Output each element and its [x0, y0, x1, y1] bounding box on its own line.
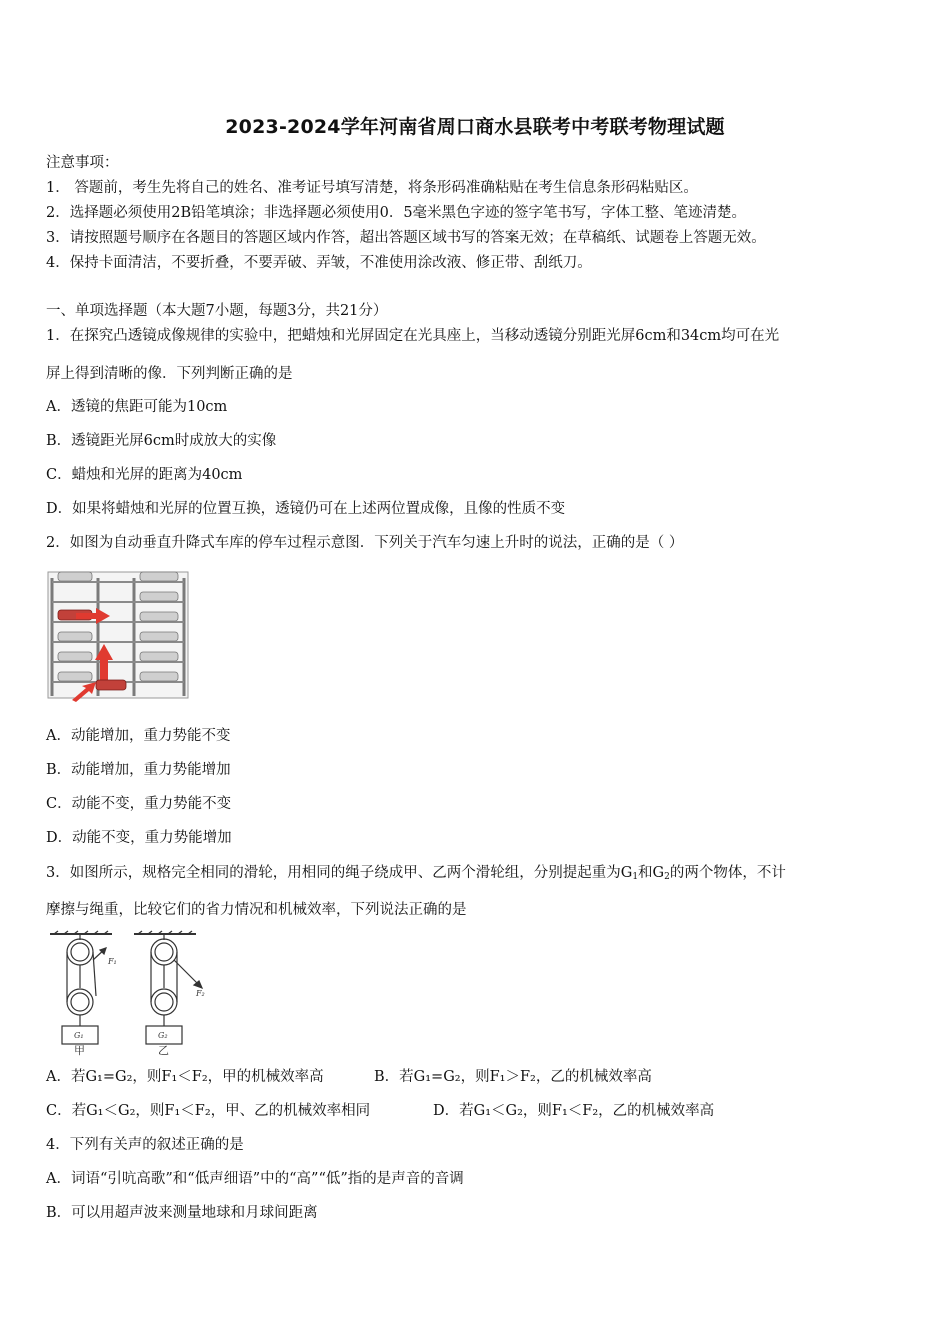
q2-option-a: A．动能增加，重力势能不变 [46, 728, 231, 744]
q2-option-d: D．动能不变，重力势能增加 [46, 830, 232, 846]
q1-stem-line2: 屏上得到清晰的像．下列判断正确的是 [46, 366, 293, 382]
q3-option-a: A．若G₁=G₂，则F₁＜F₂，甲的机械效率高 [46, 1069, 324, 1085]
q1-option-b: B．透镜距光屏6cm时成放大的实像 [46, 433, 277, 449]
q3-stem-line1 [46, 864, 786, 886]
q3-option-c: C．若G₁＜G₂，则F₁＜F₂，甲、乙的机械效率相同 [46, 1103, 371, 1119]
right-pulley-label: 乙 [158, 1044, 169, 1056]
weight-g2-label: G₂ [158, 1031, 168, 1040]
q3-stem-part: 的两个物体，不计 [669, 865, 786, 881]
force-f2-label: F₂ [196, 989, 205, 998]
q1-option-c: C．蜡烛和光屏的距离为40cm [46, 467, 243, 483]
parking-garage-figure [46, 568, 192, 702]
q2-option-c: C．动能不变，重力势能不变 [46, 796, 232, 812]
q3-option-b: B．若G₁=G₂，则F₁＞F₂，乙的机械效率高 [374, 1069, 652, 1085]
q4-option-b: B．可以用超声波来测量地球和月球间距离 [46, 1205, 318, 1221]
q3-stem-part: 3．如图所示，规格完全相同的滑轮，用相同的绳子绕成甲、乙两个滑轮组，分别提起重为G [46, 865, 633, 881]
q2-stem: 2．如图为自动垂直升降式车库的停车过程示意图．下列关于汽车匀速上升时的说法，正确的是（ ） [46, 535, 684, 551]
q1-option-a: A．透镜的焦距可能为10cm [46, 399, 228, 415]
pulley-figure [44, 930, 214, 1056]
q3-stem-line2: 摩擦与绳重，比较它们的省力情况和机械效率，下列说法正确的是 [46, 902, 467, 918]
force-f1-label: F₁ [108, 957, 117, 966]
q1-stem-line1: 1．在探究凸透镜成像规律的实验中，把蜡烛和光屏固定在光具座上，当移动透镜分别距光屏6cm和34cm均可在光 [46, 328, 780, 344]
q3-stem-sub: 1 [632, 872, 639, 882]
q3-stem-sub: 2 [664, 872, 670, 882]
q1-option-d: D．如果将蜡烛和光屏的位置互换，透镜仍可在上述两位置成像，且像的性质不变 [46, 501, 566, 517]
weight-g1-label: G₁ [74, 1031, 84, 1040]
q4-stem: 4．下列有关声的叙述正确的是 [46, 1137, 244, 1153]
notice-item-1: 1． 答题前，考生先将自己的姓名、准考证号填写清楚，将条形码准确粘贴在考生信息条形码粘贴区。 [46, 180, 698, 196]
left-pulley-label: 甲 [74, 1044, 85, 1056]
q3-option-d: D．若G₁＜G₂，则F₁＜F₂，乙的机械效率高 [433, 1103, 715, 1119]
q3-stem-part: 和G [638, 865, 665, 881]
notice-item-3: 3．请按照题号顺序在各题目的答题区域内作答，超出答题区域书写的答案无效；在草稿纸、试题卷上答题无效。 [46, 230, 766, 246]
q4-option-a: A．词语“引吭高歌”和“低声细语”中的“高”“低”指的是声音的音调 [46, 1171, 464, 1187]
notice-item-4: 4．保持卡面清洁，不要折叠，不要弄破、弄皱，不准使用涂改液、修正带、刮纸刀。 [46, 255, 592, 271]
notice-item-2: 2．选择题必须使用2B铅笔填涂；非选择题必须使用0．5毫米黑色字迹的签字笔书写，字体工整、笔迹清楚。 [46, 205, 747, 221]
page-title: 2023-2024学年河南省周口商水县联考中考联考物理试题 [225, 116, 725, 138]
section-heading: 一、单项选择题（本大题7小题，每题3分，共21分） [46, 303, 388, 319]
notice-heading: 注意事项： [46, 155, 119, 171]
q2-option-b: B．动能增加，重力势能增加 [46, 762, 231, 778]
